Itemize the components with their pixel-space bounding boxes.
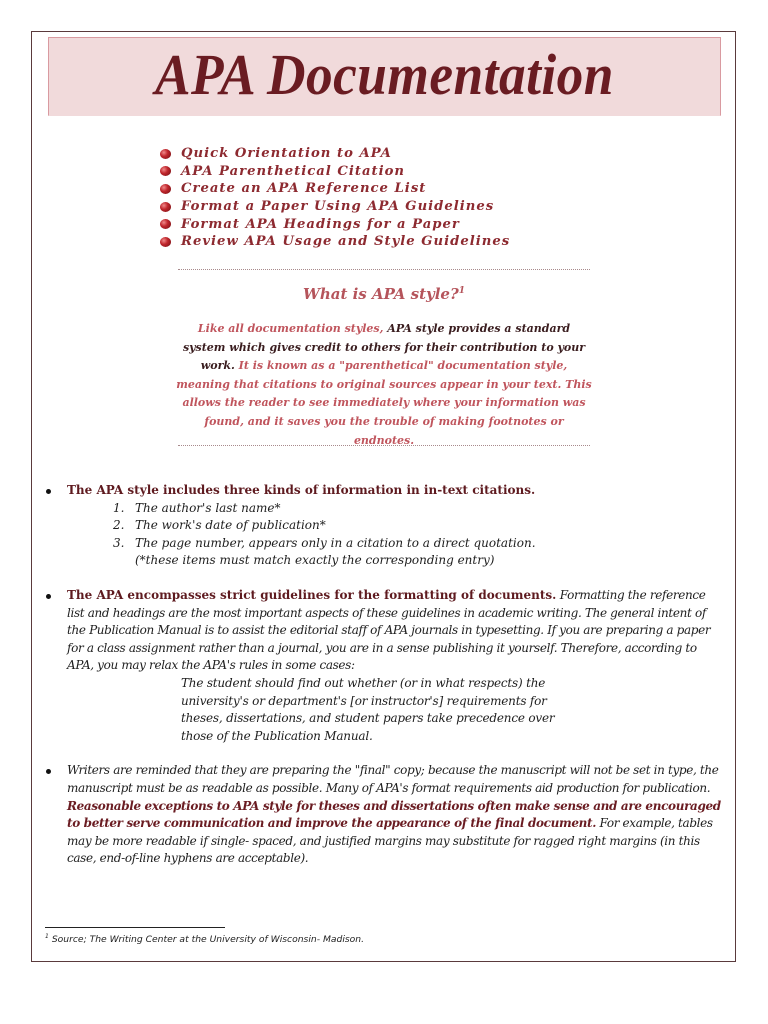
red-sphere-bullet-icon [160,219,171,229]
block-quote: The student should find out whether (or in what respects) the university's or department's [or instructor's] requirements for theses, dissertations, and student papers take precedence over those of the Publication Manual. [181,675,555,743]
topic-item[interactable] [160,163,510,181]
topic-label[interactable]: Format APA Headings for a Paper [181,216,460,232]
bullet-list [45,482,725,868]
topic-label[interactable]: Review APA Usage and Style Guidelines [181,234,511,250]
footnote-separator [45,927,225,928]
bullet-body: Writers are reminded that they are preparing the "final" copy; because the manuscript will not be set in type, the manuscript must be as readable as possible. Many of APA's format requirements aid production for publication. [67,763,719,795]
dotted-divider-top [178,269,590,270]
numbered-item [113,535,725,553]
bullet-heading: The APA encompasses strict guidelines for the formatting of documents. [67,587,557,602]
numbered-item [113,517,725,535]
item-number: 3. [113,535,125,550]
title-banner [48,37,721,116]
topic-item[interactable] [160,145,510,163]
section-heading [178,285,590,303]
footnote-marker: 1 [45,933,49,940]
topic-item[interactable] [160,233,510,251]
topic-label[interactable]: APA Parenthetical Citation [181,163,406,179]
item-number: 2. [113,518,125,533]
item-text: The page number, appears only in a citation to a direct quotation. [135,535,536,550]
item-text: The author's last name* [135,500,281,515]
intro-text-1: Like all documentation styles, [197,322,388,335]
red-sphere-bullet-icon [160,149,171,159]
numbered-item [113,500,725,518]
bullet-paragraph [67,587,725,675]
item-text: The work's date of publication* [135,518,326,533]
red-sphere-bullet-icon [160,184,171,194]
numbered-list [67,500,725,553]
topic-list [160,145,510,251]
page-title: APA Documentation [155,42,614,107]
red-sphere-bullet-icon [160,237,171,247]
topic-item[interactable] [160,180,510,198]
red-sphere-bullet-icon [160,166,171,176]
topic-label[interactable]: Quick Orientation to APA [181,146,392,162]
list-note: (*these items must match exactly the corresponding entry) [135,553,495,568]
item-number: 1. [113,500,125,515]
topic-label[interactable]: Format a Paper Using APA Guidelines [181,199,495,215]
bullet-in-text-citations [45,482,725,570]
bullet-body: Formatting the reference list and headings are the most important aspects of these guidelines in academic writing. The general intent of the Publication Manual is to assist the editorial staff of APA journals in typesetting. If you are preparing a paper for a class assignment rather than a journal, you are in a sense publishing it yourself. Therefore, according to APA, you may relax the APA's rules in some cases: [67,587,711,673]
red-sphere-bullet-icon [160,202,171,212]
topic-item[interactable] [160,215,510,233]
bullet-final-copy [45,762,725,868]
section-heading-text: What is APA style? [302,285,459,303]
dotted-divider-bottom [178,445,590,446]
intro-paragraph [176,320,592,450]
footnote-ref[interactable]: 1 [458,286,466,296]
topic-item[interactable] [160,198,510,216]
intro-text-2: It is known as a "parenthetical" documentation style, meaning that citations to original sources appear in your text. This allows the reader to see immediately where your information was found, and it saves you the trouble of making footnotes or endnotes. [176,359,592,447]
intro-text-emphasis: APA style provides a standard system which gives credit to others for their contribution to your work. [182,322,586,373]
footnote-text: Source; The Writing Center at the University of Wisconsin- Madison. [51,934,365,946]
bullet-body-2: For example, tables may be more readable if single- spaced, and justified margins may substitute for ragged right margins (in this case, end-of-line hyphens are acceptable). [67,816,713,866]
topic-label[interactable]: Create an APA Reference List [181,181,427,197]
bullet-heading: The APA style includes three kinds of information in in-text citations. [67,483,536,497]
bullet-formatting-guidelines [45,587,725,745]
footnote [45,933,364,945]
bullet-emphasis: Reasonable exceptions to APA style for theses and dissertations often make sense and are encouraged to better serve communication and improve the appearance of the final document. [67,798,721,831]
